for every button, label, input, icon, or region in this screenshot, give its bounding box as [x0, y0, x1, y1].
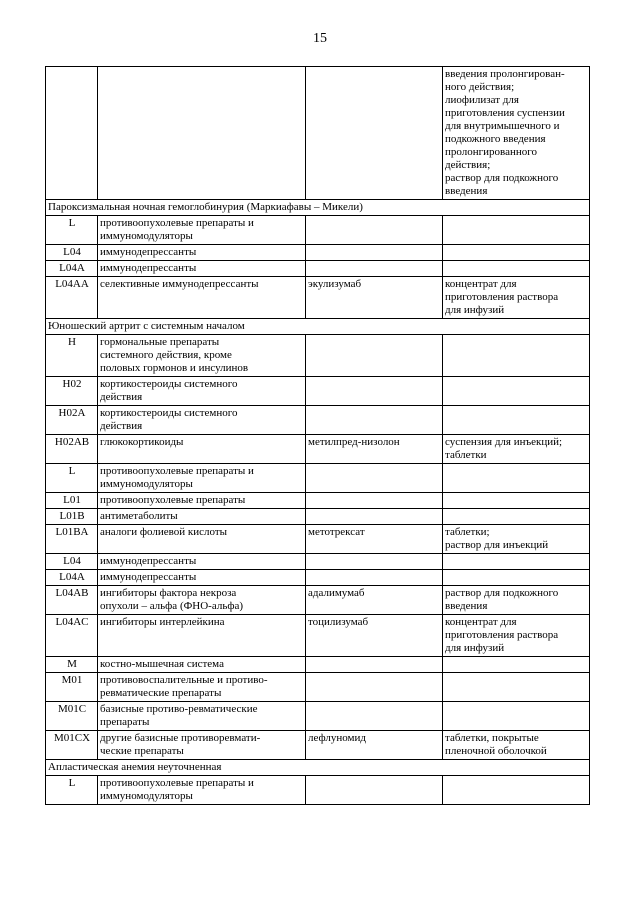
table-row — [46, 464, 590, 493]
atc-code-cell: H02AB — [46, 435, 98, 464]
dosage-form-cell: суспензия для инъекций; таблетки — [443, 435, 590, 464]
atc-name-cell: противоопухолевые препараты и иммуномодуляторы — [98, 464, 306, 493]
atc-code-cell: L — [46, 776, 98, 805]
drug-name-cell — [306, 216, 443, 245]
drug-name-cell — [306, 261, 443, 277]
atc-code-cell: L01 — [46, 493, 98, 509]
atc-code-cell: L01BA — [46, 525, 98, 554]
dosage-form-cell: введения пролонгирован- ного действия; лиофилизат для приготовления суспензии для внутримышечного и подкожного введения пролонгированного действия; раствор для подкожного введения — [443, 67, 590, 200]
table-row — [46, 406, 590, 435]
dosage-form-cell — [443, 493, 590, 509]
section-title: Апластическая анемия неуточненная — [46, 760, 590, 776]
atc-name-cell: противоопухолевые препараты и иммуномодуляторы — [98, 216, 306, 245]
medication-table — [45, 66, 590, 805]
atc-code-cell: L04 — [46, 554, 98, 570]
section-title: Юношеский артрит с системным началом — [46, 319, 590, 335]
section-row — [46, 760, 590, 776]
atc-name-cell: ингибиторы интерлейкина — [98, 615, 306, 657]
atc-name-cell: противоопухолевые препараты и иммуномодуляторы — [98, 776, 306, 805]
drug-name-cell — [306, 493, 443, 509]
atc-name-cell: антиметаболиты — [98, 509, 306, 525]
atc-code-cell: L — [46, 216, 98, 245]
atc-code-cell: L04A — [46, 570, 98, 586]
dosage-form-cell — [443, 570, 590, 586]
dosage-form-cell — [443, 261, 590, 277]
drug-name-cell — [306, 673, 443, 702]
atc-name-cell: другие базисные противоревмати- ческие препараты — [98, 731, 306, 760]
dosage-form-cell — [443, 377, 590, 406]
atc-code-cell: L04A — [46, 261, 98, 277]
table-row — [46, 335, 590, 377]
atc-name-cell: костно-мышечная система — [98, 657, 306, 673]
table-row — [46, 377, 590, 406]
table-row — [46, 702, 590, 731]
table-row — [46, 657, 590, 673]
table-row — [46, 261, 590, 277]
drug-name-cell — [306, 335, 443, 377]
table-row — [46, 586, 590, 615]
atc-code-cell: M01CX — [46, 731, 98, 760]
drug-name-cell — [306, 702, 443, 731]
atc-code-cell: H02 — [46, 377, 98, 406]
drug-name-cell — [306, 570, 443, 586]
drug-name-cell: экулизумаб — [306, 277, 443, 319]
dosage-form-cell: раствор для подкожного введения — [443, 586, 590, 615]
dosage-form-cell — [443, 464, 590, 493]
table-row — [46, 673, 590, 702]
table-row — [46, 554, 590, 570]
table-row — [46, 776, 590, 805]
atc-code-cell: L01B — [46, 509, 98, 525]
drug-name-cell: метилпред-низолон — [306, 435, 443, 464]
section-row — [46, 319, 590, 335]
drug-name-cell — [306, 406, 443, 435]
drug-name-cell — [306, 377, 443, 406]
drug-name-cell: адалимумаб — [306, 586, 443, 615]
atc-name-cell: иммунодепрессанты — [98, 245, 306, 261]
atc-name-cell: гормональные препараты системного действия, кроме половых гормонов и инсулинов — [98, 335, 306, 377]
drug-name-cell: лефлуномид — [306, 731, 443, 760]
atc-name-cell: иммунодепрессанты — [98, 261, 306, 277]
dosage-form-cell — [443, 509, 590, 525]
drug-name-cell: метотрексат — [306, 525, 443, 554]
atc-code-cell: L — [46, 464, 98, 493]
dosage-form-cell — [443, 554, 590, 570]
table-row — [46, 216, 590, 245]
table-row — [46, 570, 590, 586]
table-row — [46, 615, 590, 657]
table-row — [46, 277, 590, 319]
drug-name-cell — [306, 657, 443, 673]
dosage-form-cell — [443, 776, 590, 805]
atc-name-cell: кортикостероиды системного действия — [98, 406, 306, 435]
dosage-form-cell — [443, 657, 590, 673]
dosage-form-cell — [443, 673, 590, 702]
atc-name-cell: селективные иммунодепрессанты — [98, 277, 306, 319]
atc-code-cell: M01 — [46, 673, 98, 702]
atc-code-cell: H02A — [46, 406, 98, 435]
dosage-form-cell — [443, 245, 590, 261]
atc-code-cell: L04AB — [46, 586, 98, 615]
drug-name-cell — [306, 509, 443, 525]
drug-name-cell — [306, 67, 443, 200]
table-row — [46, 435, 590, 464]
dosage-form-cell: концентрат для приготовления раствора для инфузий — [443, 615, 590, 657]
atc-code-cell: L04AC — [46, 615, 98, 657]
dosage-form-cell — [443, 335, 590, 377]
atc-code-cell: L04AA — [46, 277, 98, 319]
table-row — [46, 245, 590, 261]
atc-name-cell — [98, 67, 306, 200]
dosage-form-cell — [443, 702, 590, 731]
drug-name-cell — [306, 245, 443, 261]
drug-name-cell — [306, 776, 443, 805]
page-number: 15 — [313, 31, 327, 46]
atc-name-cell: аналоги фолиевой кислоты — [98, 525, 306, 554]
atc-name-cell: ингибиторы фактора некроза опухоли – альфа (ФНО-альфа) — [98, 586, 306, 615]
table-row — [46, 525, 590, 554]
section-row — [46, 200, 590, 216]
dosage-form-cell: таблетки, покрытые пленочной оболочкой — [443, 731, 590, 760]
atc-name-cell: иммунодепрессанты — [98, 554, 306, 570]
drug-name-cell — [306, 464, 443, 493]
atc-code-cell: M — [46, 657, 98, 673]
drug-name-cell: тоцилизумаб — [306, 615, 443, 657]
dosage-form-cell: концентрат для приготовления раствора для инфузий — [443, 277, 590, 319]
table-row — [46, 67, 590, 200]
atc-name-cell: кортикостероиды системного действия — [98, 377, 306, 406]
dosage-form-cell: таблетки; раствор для инъекций — [443, 525, 590, 554]
atc-name-cell: глюкокортикоиды — [98, 435, 306, 464]
atc-name-cell: противовоспалительные и противо- ревматические препараты — [98, 673, 306, 702]
dosage-form-cell — [443, 216, 590, 245]
table-row — [46, 731, 590, 760]
atc-name-cell: базисные противо-ревматические препараты — [98, 702, 306, 731]
dosage-form-cell — [443, 406, 590, 435]
table-row — [46, 493, 590, 509]
atc-code-cell — [46, 67, 98, 200]
atc-code-cell: H — [46, 335, 98, 377]
drug-name-cell — [306, 554, 443, 570]
atc-code-cell: L04 — [46, 245, 98, 261]
atc-name-cell: противоопухолевые препараты — [98, 493, 306, 509]
atc-name-cell: иммунодепрессанты — [98, 570, 306, 586]
section-title: Пароксизмальная ночная гемоглобинурия (Маркиафавы – Микели) — [46, 200, 590, 216]
table-row — [46, 509, 590, 525]
atc-code-cell: M01C — [46, 702, 98, 731]
